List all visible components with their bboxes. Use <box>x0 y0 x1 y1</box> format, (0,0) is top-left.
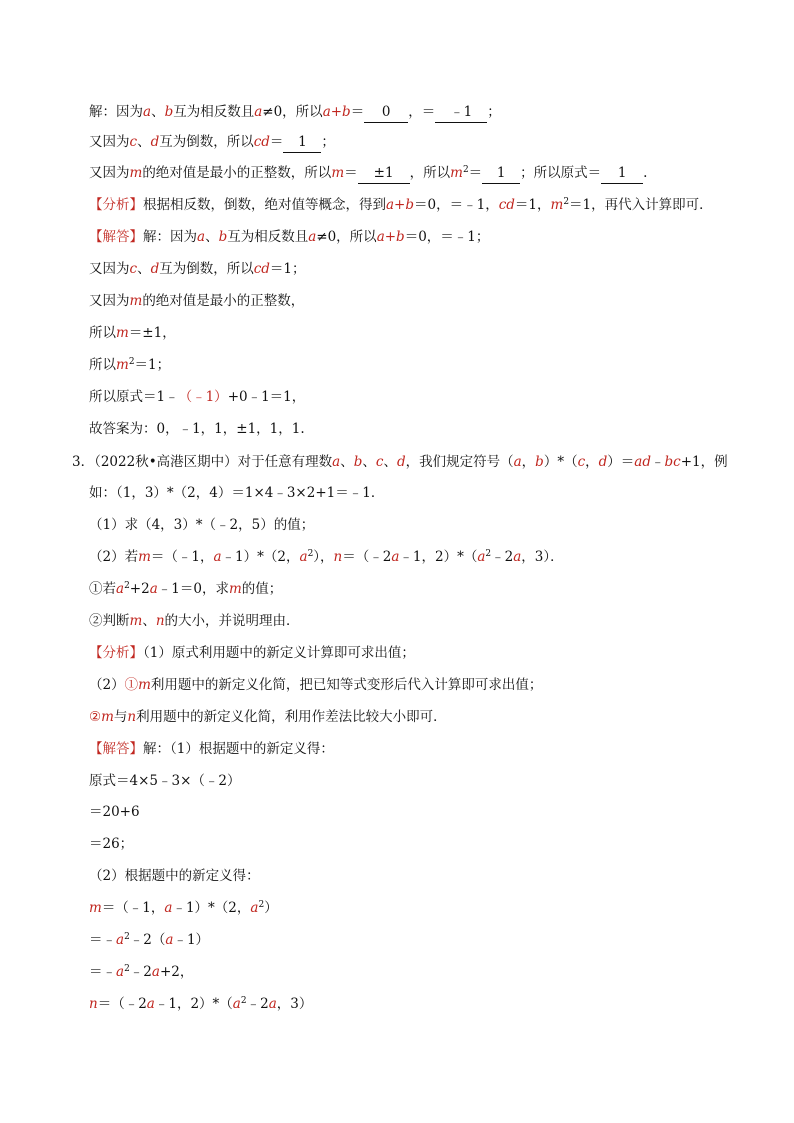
answer-blank: 1 <box>482 163 520 184</box>
answer-line-1: 解：因为a、b互为相反数且a≠0，所以a+b＝ 0 ，＝ ﹣1 ； <box>89 102 501 123</box>
question-3-subpart-1: ①若$a^2+2a﹣1=0$，求m的值； <box>89 581 283 597</box>
question-3-stem-line-2: 如：（1，3）*（2，4）＝1×4﹣3×2+1＝﹣1． <box>89 485 385 501</box>
solution-line-6: 所以原式＝1﹣（﹣1）+0﹣1＝1， <box>89 389 306 405</box>
solution-tag: 【解答】 <box>89 229 143 245</box>
q3-solution-line-5: （2）根据题中的新定义得： <box>89 868 260 884</box>
q3-analysis-line-3: ②m与n利用题中的新定义化简，利用作差法比较大小即可． <box>89 709 447 725</box>
analysis-tag: 【分析】 <box>89 645 143 661</box>
answer-blank: ±1 <box>358 163 410 184</box>
question-3-subpart-2: ②判断m、n的大小，并说明理由． <box>89 613 300 629</box>
q3-solution-line-8: $=﹣a^2﹣2a+2$， <box>89 964 194 980</box>
answer-blank: 0 <box>364 102 408 123</box>
q3-analysis-line-1: 【分析】（1）原式利用题中的新定义计算即可求出值； <box>89 645 415 661</box>
solution-line-1: 【解答】解：因为a、b互为相反数且a≠0，所以a+b＝0，＝﹣1； <box>89 229 490 245</box>
q3-solution-line-1: 【解答】解：（1）根据题中的新定义得： <box>89 741 334 757</box>
solution-line-5: 所以$m^2=1$； <box>89 357 171 373</box>
q3-solution-line-7: $=﹣a^2﹣2(a﹣1)$ <box>89 932 210 948</box>
question-3-part-1: （1）求（4，3）*（﹣2，5）的值； <box>89 517 315 533</box>
q3-solution-line-2: 原式＝4×5﹣3×（﹣2） <box>89 773 241 789</box>
q3-solution-line-6: m＝（﹣1，a﹣1）*（2，$a^2$） <box>89 900 278 916</box>
answer-blank: 1 <box>283 132 321 153</box>
solution-line-2: 又因为c、d互为倒数，所以cd＝1； <box>89 261 306 277</box>
answer-line-2: 又因为c、d互为倒数，所以cd＝ 1 ； <box>89 132 335 153</box>
q3-analysis-line-2: （2）①m利用题中的新定义化简，把已知等式变形后代入计算即可求出值； <box>89 677 543 693</box>
answer-line-3: 又因为m的绝对值是最小的正整数，所以m＝ ±1 ，所以$m^2= 1$ ；所以原式＝ 1 . <box>89 163 647 184</box>
solution-line-4: 所以m＝±1， <box>89 325 176 341</box>
q3-solution-line-4: ＝26； <box>89 836 134 852</box>
solution-line-3: 又因为m的绝对值是最小的正整数， <box>89 293 305 309</box>
question-3-part-2: （2）若m＝（﹣1，a﹣1）*（2，$a^2$），n＝（﹣2a﹣1，$2)*(a^2﹣2a$，3）． <box>89 549 564 565</box>
answer-blank: ﹣1 <box>435 102 487 123</box>
analysis-tag: 【分析】 <box>89 197 143 213</box>
q3-solution-line-3: ＝20+6 <box>89 804 140 820</box>
question-3-stem-line-1: 3．（2022秋•高港区期中）对于任意有理数a、b、c、d，我们规定符号（a，b）*（c，d）＝ad﹣bc+1，例 <box>72 454 728 470</box>
final-answer-line: 故答案为：0，﹣1，1，±1，1，1. <box>89 421 305 437</box>
answer-blank: 1 <box>601 163 643 184</box>
solution-tag: 【解答】 <box>89 741 143 757</box>
analysis-line: 【分析】根据相反数，倒数，绝对值等概念，得到a+b＝0，＝﹣1，cd＝1，$m^2=1$，再代入计算即可． <box>89 197 713 213</box>
q3-solution-line-9: n＝（﹣2a﹣1，$2)*(a^2﹣2a$，3） <box>89 996 313 1012</box>
